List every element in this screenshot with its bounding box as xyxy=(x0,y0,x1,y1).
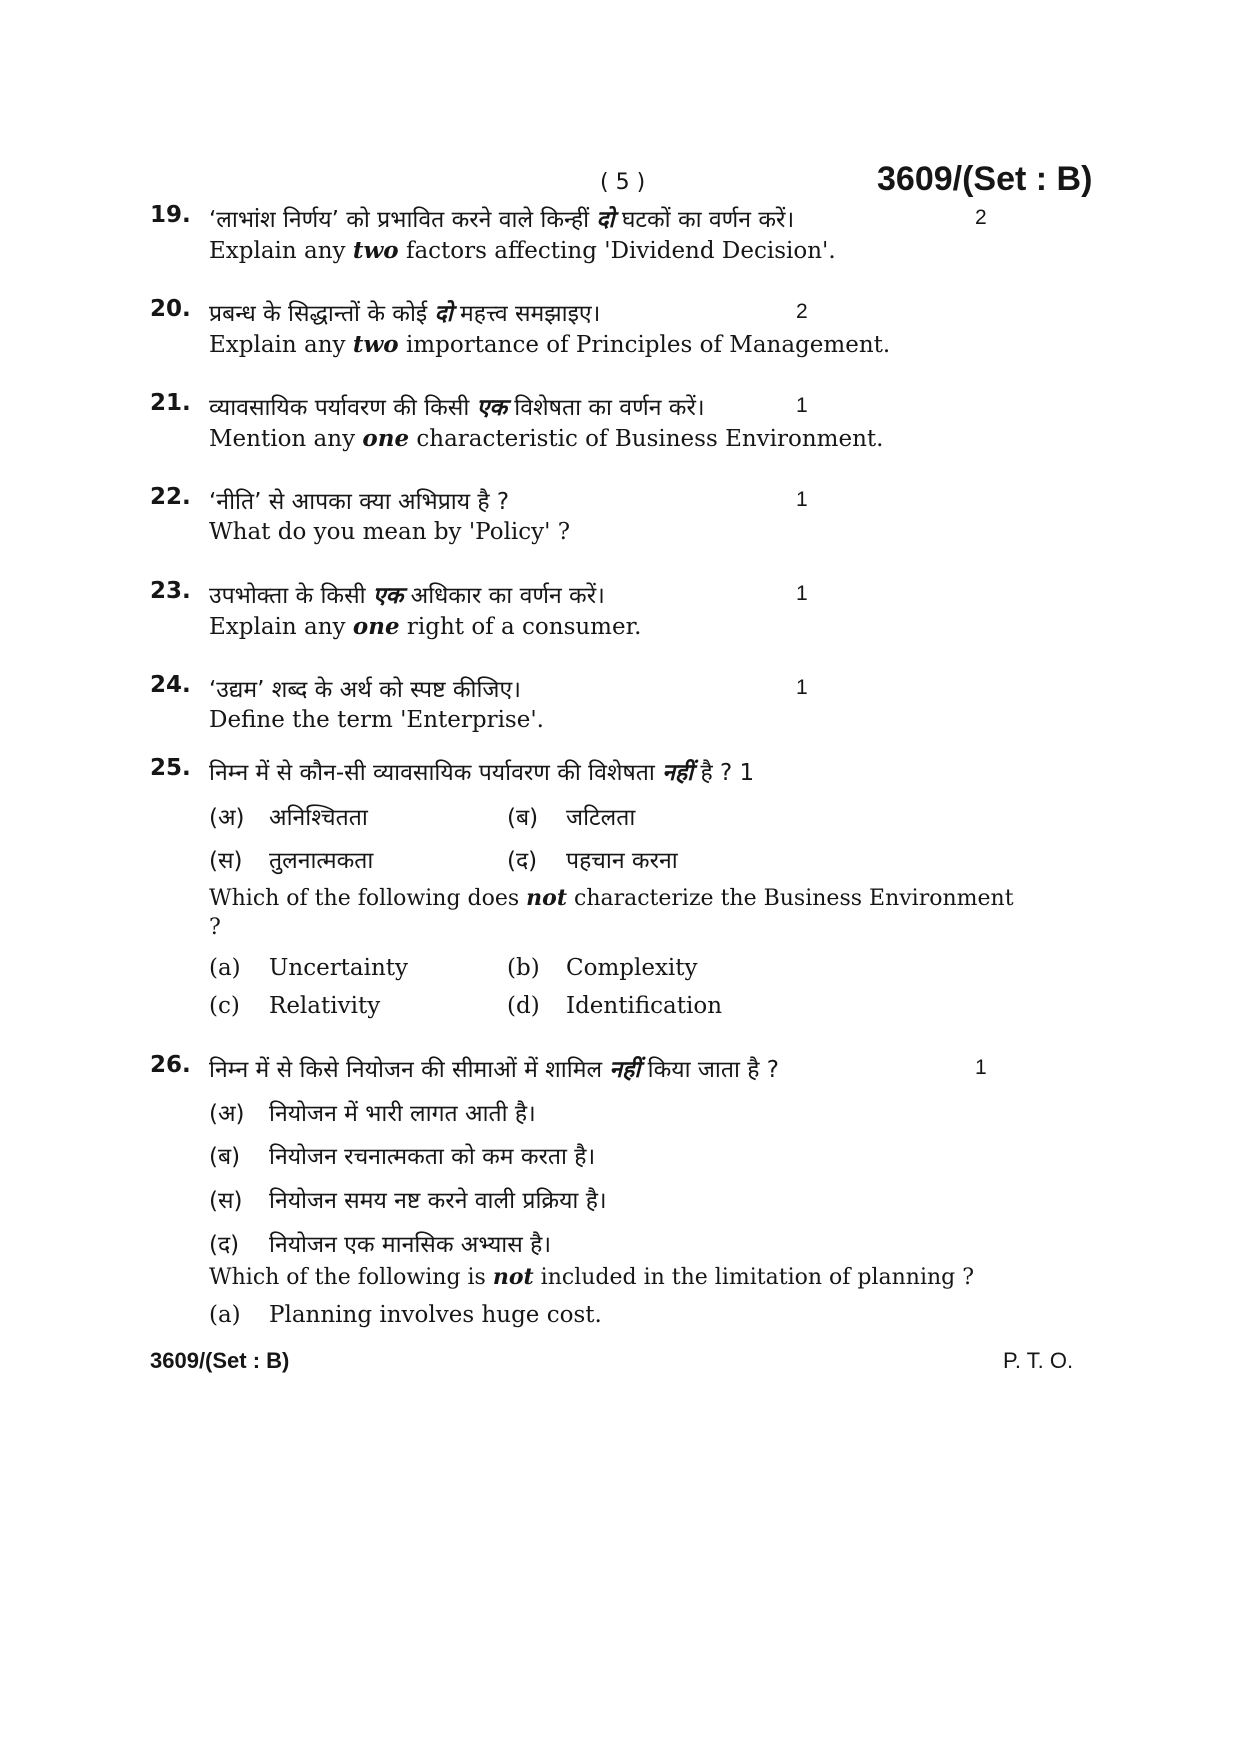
question-marks: 1 xyxy=(796,488,808,511)
question-english: Which of the following does not characterize the Business Environment xyxy=(209,885,1014,911)
page-number: ( 5 ) xyxy=(600,170,646,195)
question-number: 22. xyxy=(150,484,191,510)
question-english: Explain any two importance of Principles of Management. xyxy=(209,331,891,358)
question-hindi: व्यावसायिक पर्यावरण की किसी एक विशेषता का वर्णन करें। xyxy=(209,395,705,421)
question-number: 25. xyxy=(150,755,191,781)
option-text: तुलनात्मकता xyxy=(269,848,374,874)
question-english: Explain any one right of a consumer. xyxy=(209,613,642,640)
option-text: नियोजन समय नष्ट करने वाली प्रक्रिया है। xyxy=(269,1188,607,1214)
question-english: Explain any two factors affecting 'Dividend Decision'. xyxy=(209,237,836,264)
question-marks: 2 xyxy=(975,206,987,229)
option-text: Uncertainty xyxy=(269,955,409,981)
question-number: 26. xyxy=(150,1052,191,1078)
option-label: (अ) xyxy=(209,1101,245,1127)
option-label: (d) xyxy=(507,993,540,1019)
question-english: Define the term 'Enterprise'. xyxy=(209,707,544,733)
question-english-wrap: ? xyxy=(209,915,221,940)
option-text: Complexity xyxy=(566,955,698,981)
question-hindi: ‘नीति’ से आपका क्या अभिप्राय है ? xyxy=(209,489,510,515)
option-label: (स) xyxy=(209,1188,243,1214)
question-english: Mention any one characteristic of Business Environment. xyxy=(209,425,884,452)
option-text: नियोजन में भारी लागत आती है। xyxy=(269,1101,536,1127)
option-label: (a) xyxy=(209,955,241,981)
question-number: 19. xyxy=(150,202,191,228)
option-label: (ब) xyxy=(209,1144,241,1170)
option-text: नियोजन रचनात्मकता को कम करता है। xyxy=(269,1144,596,1170)
question-marks: 2 xyxy=(796,300,808,323)
option-text: अनिश्चितता xyxy=(269,805,368,831)
question-hindi: ‘लाभांश निर्णय’ को प्रभावित करने वाले किन्हीं दो घटकों का वर्णन करें। xyxy=(209,207,795,233)
question-marks: 1 xyxy=(796,394,808,417)
option-label: (स) xyxy=(209,848,243,874)
question-hindi: ‘उद्यम’ शब्द के अर्थ को स्पष्ट कीजिए। xyxy=(209,677,521,703)
question-english: What do you mean by 'Policy' ? xyxy=(209,519,571,545)
question-marks: 1 xyxy=(796,582,808,605)
pto-label: P. T. O. xyxy=(1003,1348,1074,1373)
paper-code-header: 3609/(Set : B) xyxy=(877,160,1093,198)
option-text: Relativity xyxy=(269,993,381,1019)
option-label: (द) xyxy=(507,848,538,874)
option-text: Identification xyxy=(566,993,723,1019)
option-text: Planning involves huge cost. xyxy=(269,1302,602,1328)
question-number: 20. xyxy=(150,296,191,322)
option-text: पहचान करना xyxy=(566,848,678,874)
option-label: (b) xyxy=(507,955,540,981)
question-hindi: निम्न में से किसे नियोजन की सीमाओं में शामिल नहीं किया जाता है ? xyxy=(209,1057,779,1083)
question-english: Which of the following is not included in the limitation of planning ? xyxy=(209,1264,975,1290)
option-text: जटिलता xyxy=(566,805,636,831)
question-marks: 1 xyxy=(796,676,808,699)
option-label: (ब) xyxy=(507,805,539,831)
question-hindi: उपभोक्ता के किसी एक अधिकार का वर्णन करें। xyxy=(209,583,605,609)
paper-code-footer: 3609/(Set : B) xyxy=(150,1348,290,1373)
option-label: (अ) xyxy=(209,805,245,831)
option-label: (द) xyxy=(209,1232,240,1258)
question-marks: 1 xyxy=(975,1056,987,1079)
question-hindi: प्रबन्ध के सिद्धान्तों के कोई दो महत्त्व समझाइए। xyxy=(209,301,601,327)
question-number: 23. xyxy=(150,578,191,604)
question-hindi: निम्न में से कौन-सी व्यावसायिक पर्यावरण की विशेषता नहीं है ? 1 xyxy=(209,760,755,786)
option-label: (a) xyxy=(209,1302,241,1328)
option-label: (c) xyxy=(209,993,240,1019)
question-number: 24. xyxy=(150,672,191,698)
option-text: नियोजन एक मानसिक अभ्यास है। xyxy=(269,1232,552,1258)
question-number: 21. xyxy=(150,390,191,416)
